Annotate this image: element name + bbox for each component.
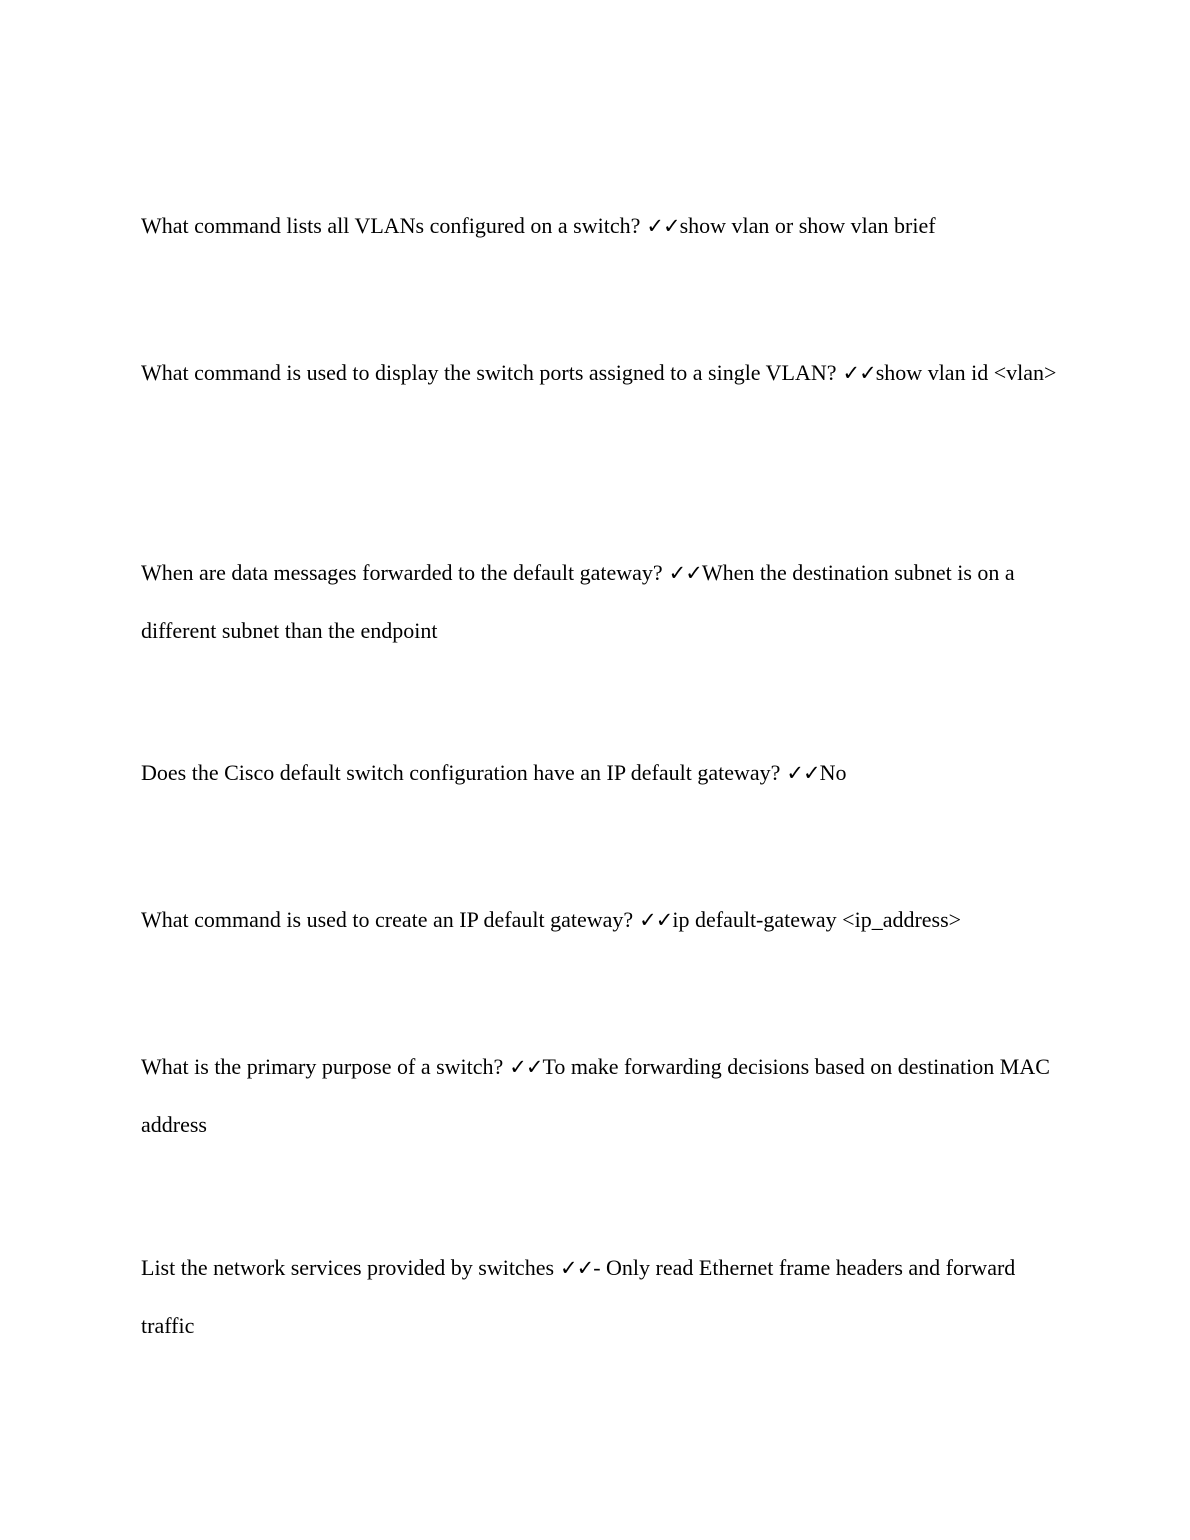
qa-item — [141, 744, 1061, 802]
answer-text: When the destination subnet is on a different subnet than the endpoint — [141, 560, 1015, 643]
answer-text: ip default-gateway <ip_address> — [672, 907, 962, 932]
qa-item — [141, 197, 1061, 255]
answer-text: show vlan or show vlan brief — [679, 213, 936, 238]
question-text: Does the Cisco default switch configuration have an IP default gateway? — [141, 760, 781, 785]
qa-item — [141, 544, 1061, 660]
check-icon: ✓✓ — [560, 1256, 594, 1280]
check-icon: ✓✓ — [639, 908, 673, 932]
answer-text: To make forwarding decisions based on destination MAC address — [141, 1054, 1050, 1137]
question-text: When are data messages forwarded to the default gateway? — [141, 560, 663, 585]
answer-text: show vlan id <vlan> — [875, 360, 1057, 385]
check-icon: ✓✓ — [509, 1055, 543, 1079]
check-icon: ✓✓ — [668, 561, 702, 585]
question-text: List the network services provided by switches — [141, 1255, 555, 1280]
question-text: What is the primary purpose of a switch? — [141, 1054, 504, 1079]
check-icon: ✓✓ — [786, 761, 820, 785]
question-text: What command lists all VLANs configured on a switch? — [141, 213, 641, 238]
qa-item — [141, 891, 1061, 949]
qa-item — [141, 1038, 1061, 1154]
question-text: What command is used to create an IP default gateway? — [141, 907, 634, 932]
qa-item — [141, 344, 1061, 402]
check-icon: ✓✓ — [646, 214, 680, 238]
qa-item — [141, 1239, 1061, 1355]
question-text: What command is used to display the switch ports assigned to a single VLAN? — [141, 360, 837, 385]
check-icon: ✓✓ — [842, 361, 876, 385]
answer-text: - Only read Ethernet frame headers and forward traffic — [141, 1255, 1016, 1338]
answer-text: No — [819, 760, 847, 785]
